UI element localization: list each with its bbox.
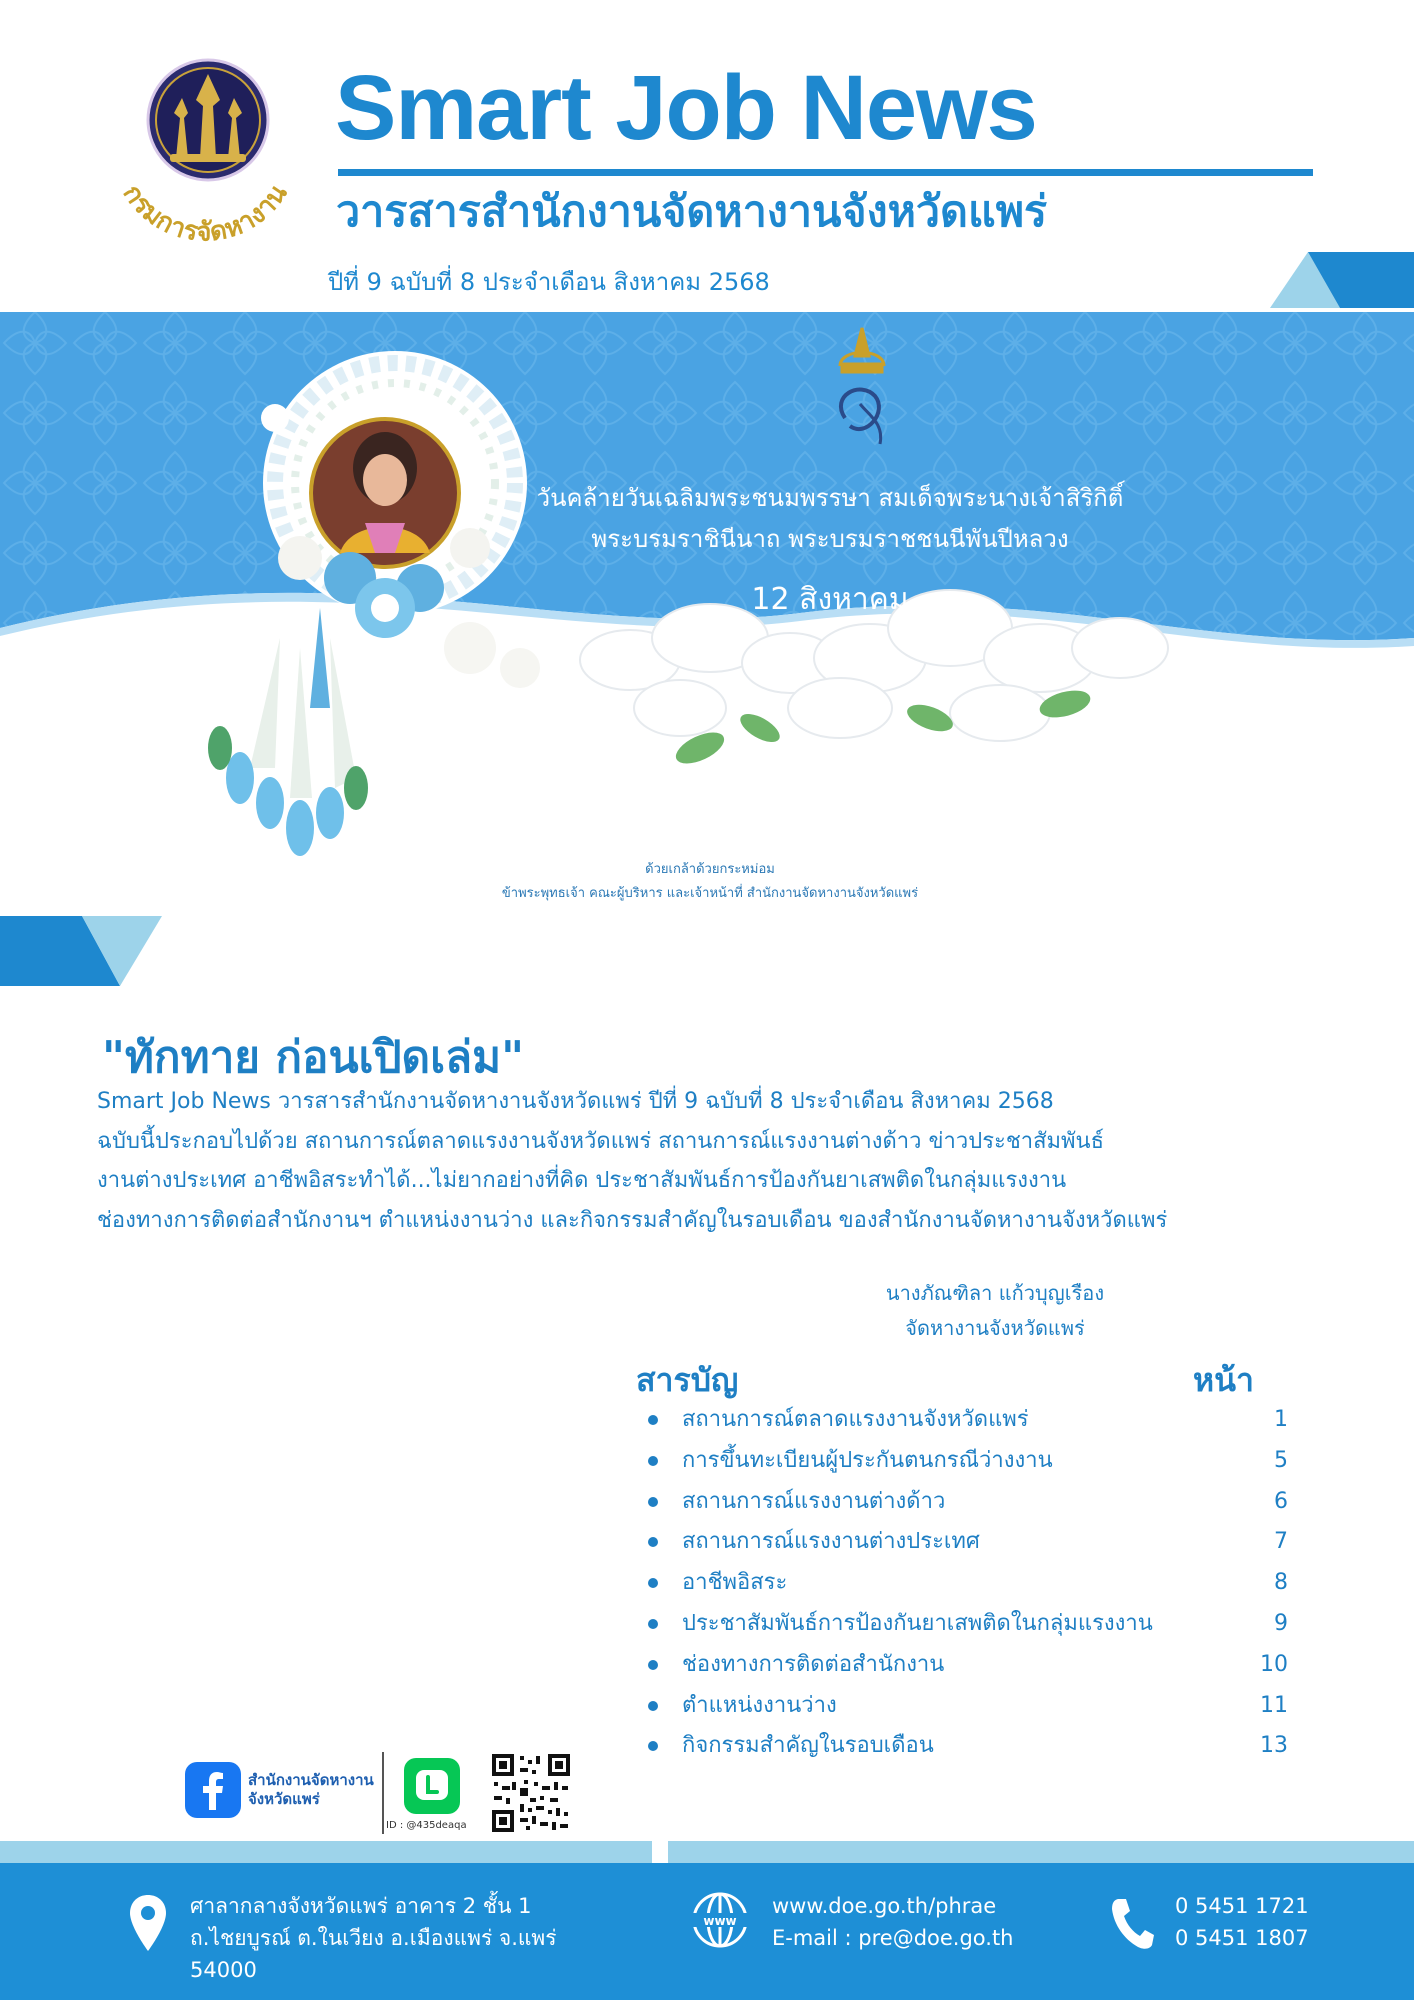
toc-list: [648, 1400, 1288, 1767]
bullet-icon: [648, 1701, 658, 1711]
royal-birthday-banner: [0, 308, 1414, 916]
contact-web: [772, 1890, 1014, 1954]
location-pin-icon: [128, 1893, 168, 1953]
social-divider: [382, 1752, 384, 1834]
toc-item[interactable]: ช่องทางการติดต่อสำนักงาน 10: [648, 1645, 1288, 1686]
decor-triangle-bottom-left: [0, 916, 162, 986]
banner-title: วันคล้ายวันเฉลิมพระชนมพรรษา สมเด็จพระนางเจ้าสิริกิติ์ พระบรมราชินีนาถ พระบรมราชชนนีพันปีหลวง: [536, 484, 1124, 554]
bullet-icon: [648, 1660, 658, 1670]
title-underline: [338, 169, 1313, 176]
banner-date: 12 สิงหาคม: [751, 582, 909, 617]
toc-page-number: 5: [1274, 1447, 1288, 1473]
toc-item[interactable]: ประชาสัมพันธ์การป้องกันยาเสพติดในกลุ่มแรงงาน 9: [648, 1604, 1288, 1645]
newsletter-title: Smart Job News: [335, 57, 1037, 159]
newsletter-subtitle: วารสารสำนักงานจัดหางานจังหวัดแพร่: [336, 187, 1048, 237]
phone-numbers: [1175, 1890, 1309, 1954]
signer-name: นางภัณฑิลา แก้วบุญเรือง: [885, 1281, 1105, 1305]
toc-item[interactable]: สถานการณ์ตลาดแรงงานจังหวัดแพร่ 1: [648, 1400, 1288, 1441]
toc-item[interactable]: สถานการณ์แรงงานต่างด้าว 6: [648, 1482, 1288, 1523]
toc-page-number: 6: [1274, 1488, 1288, 1514]
bullet-icon: [648, 1578, 658, 1588]
bullet-icon: [648, 1415, 658, 1425]
toc-item[interactable]: สถานการณ์แรงงานต่างประเทศ 7: [648, 1522, 1288, 1563]
intro-line: ช่องทางการติดต่อสำนักงานฯ ตำแหน่งงานว่าง และกิจกรรมสำคัญในรอบเดือน ของสำนักงานจัดหางานจังหวัดแพร่: [97, 1207, 1168, 1233]
toc-page-number: 8: [1274, 1570, 1288, 1596]
toc-page-number: 1: [1274, 1407, 1288, 1432]
bullet-icon: [648, 1537, 658, 1547]
phone-icon: [1108, 1895, 1154, 1951]
toc-page-number: 9: [1274, 1610, 1288, 1636]
toc-item[interactable]: การขึ้นทะเบียนผู้ประกันตนกรณีว่างงาน 5: [648, 1441, 1288, 1482]
email-link[interactable]: E-mail : pre@doe.go.th: [772, 1926, 1014, 1950]
facebook-icon[interactable]: [185, 1762, 241, 1818]
footer-stripe-right: [668, 1841, 1414, 1863]
bullet-icon: [648, 1741, 658, 1751]
department-logo: [108, 58, 308, 248]
qr-code-icon: [490, 1752, 572, 1834]
facebook-page-name[interactable]: สำนักงานจัดหางาน จังหวัดแพร่: [248, 1771, 374, 1808]
toc-page-number: 10: [1260, 1651, 1288, 1677]
bullet-icon: [648, 1497, 658, 1507]
tribute-line: ด้วยเกล้าด้วยกระหม่อม: [645, 862, 775, 877]
address: ศาลากลางจังหวัดแพร่ อาคาร 2 ชั้น 1 ถ.ไชยบูรณ์ ต.ในเวียง อ.เมืองแพร่ จ.แพร่ 54000: [190, 1894, 557, 1982]
toc-item[interactable]: อาชีพอิสระ 8: [648, 1563, 1288, 1604]
intro-body: [97, 1082, 1347, 1240]
intro-heading: "ทักทาย ก่อนเปิดเล่ม": [102, 1032, 524, 1083]
issue-info: ปีที่ 9 ฉบับที่ 8 ประจำเดือน สิงหาคม 2568: [328, 268, 770, 296]
website-link[interactable]: www.doe.go.th/phrae: [772, 1894, 997, 1918]
line-id: ID : @435deaqa: [386, 1820, 467, 1831]
svg-text:www: www: [703, 1914, 737, 1928]
line-app-icon[interactable]: [404, 1758, 460, 1814]
bullet-icon: [648, 1619, 658, 1629]
intro-line: Smart Job News วารสารสำนักงานจัดหางานจังหวัดแพร่ ปีที่ 9 ฉบับที่ 8 ประจำเดือน สิงหาคม 2568: [97, 1089, 1054, 1114]
phone-number[interactable]: 0 5451 1807: [1175, 1926, 1309, 1950]
svg-text:กรมการจัดหางาน: กรมการจัดหางาน: [116, 179, 294, 248]
intro-line: ฉบับนี้ประกอบไปด้วย สถานการณ์ตลาดแรงงานจังหวัดแพร่ สถานการณ์แรงงานต่างด้าว ข่าวประชาสัมพันธ์: [97, 1128, 1105, 1154]
footer-stripe-left: [0, 1841, 652, 1863]
toc-item[interactable]: กิจกรรมสำคัญในรอบเดือน 13: [648, 1726, 1288, 1767]
toc-page-heading: หน้า: [1193, 1361, 1254, 1399]
toc-page-number: 13: [1260, 1733, 1288, 1759]
toc-item[interactable]: ตำแหน่งงานว่าง 11: [648, 1686, 1288, 1727]
phone-number[interactable]: 0 5451 1721: [1175, 1894, 1309, 1918]
toc-page-number: 11: [1260, 1692, 1288, 1718]
globe-icon: [690, 1890, 750, 1950]
toc-heading: สารบัญ: [636, 1361, 739, 1399]
decor-triangle-top-right: [1270, 252, 1414, 308]
toc-page-number: 7: [1274, 1529, 1288, 1555]
bullet-icon: [648, 1456, 658, 1466]
signer-title: จัดหางานจังหวัดแพร่: [905, 1316, 1085, 1340]
tribute-signatories: ข้าพระพุทธเจ้า คณะผู้บริหาร และเจ้าหน้าที่ สำนักงานจัดหางานจังหวัดแพร่: [501, 886, 919, 901]
intro-line: งานต่างประเทศ อาชีพอิสระทำได้...ไม่ยากอย่างที่คิด ประชาสัมพันธ์การป้องกันยาเสพติดในกลุ่มแรงงาน: [97, 1168, 1067, 1193]
